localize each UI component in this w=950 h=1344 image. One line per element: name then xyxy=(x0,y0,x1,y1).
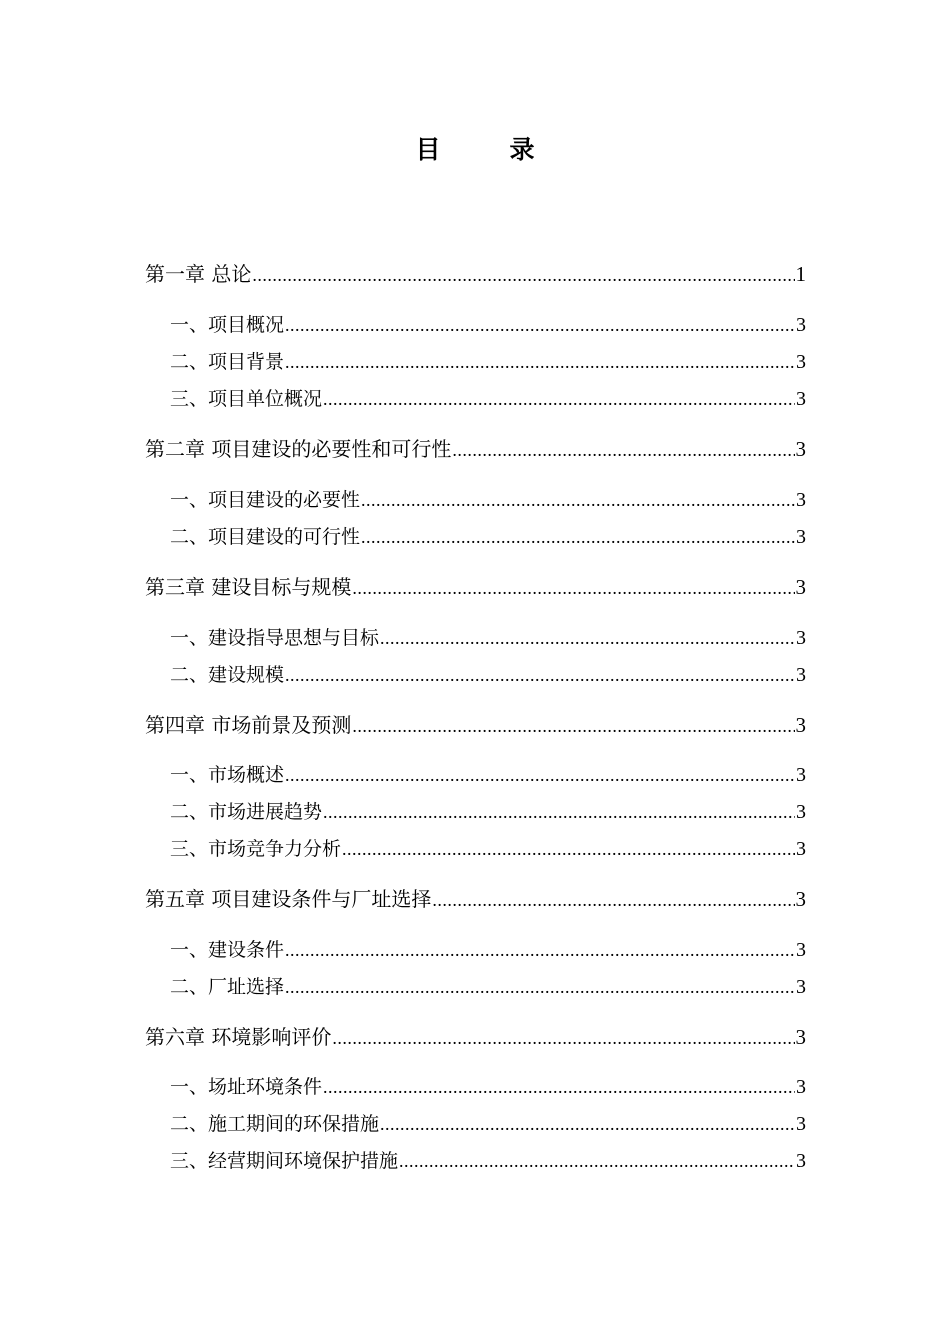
toc-page-number: 3 xyxy=(796,388,806,410)
toc-entry-label: 第四章 市场前景及预测 xyxy=(145,713,352,737)
toc-page-number: 3 xyxy=(796,351,806,373)
toc-section-entry[interactable] xyxy=(170,659,806,691)
toc-dot-leader xyxy=(285,659,795,691)
toc-section-entry[interactable] xyxy=(170,833,806,865)
toc-section-entry[interactable] xyxy=(170,934,806,966)
toc-chapter-entry[interactable] xyxy=(145,433,806,465)
toc-page-number: 3 xyxy=(796,1113,806,1135)
toc-entry-label: 二、建设规模 xyxy=(170,664,285,686)
toc-section-entry[interactable] xyxy=(170,383,806,415)
toc-page-number: 3 xyxy=(796,489,806,511)
toc-entry-label: 三、经营期间环境保护措施 xyxy=(170,1150,399,1172)
toc-section-entry[interactable] xyxy=(170,796,806,828)
toc-page-number: 3 xyxy=(795,713,806,737)
toc-section-entry[interactable] xyxy=(170,759,806,791)
toc-section-entry[interactable] xyxy=(170,622,806,654)
toc-page-number: 3 xyxy=(795,575,806,599)
toc-dot-leader xyxy=(323,1071,795,1103)
toc-entry-label: 第五章 项目建设条件与厂址选择 xyxy=(145,887,432,911)
toc-page-number: 1 xyxy=(795,262,806,286)
toc-dot-leader xyxy=(399,1145,795,1177)
toc-entry-label: 二、项目背景 xyxy=(170,351,285,373)
toc-section-entry[interactable] xyxy=(170,484,806,516)
toc-section-entry[interactable] xyxy=(170,971,806,1003)
toc-dot-leader xyxy=(432,884,794,916)
toc-dot-leader xyxy=(323,796,795,828)
toc-dot-leader xyxy=(361,521,795,553)
toc-dot-leader xyxy=(252,259,794,291)
toc-dot-leader xyxy=(361,484,795,516)
toc-dot-leader xyxy=(285,309,795,341)
toc-entry-label: 二、项目建设的可行性 xyxy=(170,526,361,548)
toc-entry-label: 三、项目单位概况 xyxy=(170,388,323,410)
toc-entry-label: 一、项目概况 xyxy=(170,314,285,336)
toc-section-entry[interactable] xyxy=(170,1071,806,1103)
toc-page-number: 3 xyxy=(796,526,806,548)
toc-entry-label: 第一章 总论 xyxy=(145,262,252,286)
toc-section-entry[interactable] xyxy=(170,1145,806,1177)
toc-page-number: 3 xyxy=(796,1150,806,1172)
toc-page-number: 3 xyxy=(796,627,806,649)
toc-dot-leader xyxy=(285,934,795,966)
page-title: 目 录 xyxy=(415,135,557,164)
toc-chapter-entry[interactable] xyxy=(145,258,806,290)
toc-chapter-entry[interactable] xyxy=(145,1021,806,1053)
toc-page-number: 3 xyxy=(796,838,806,860)
toc-entry-label: 二、施工期间的环保措施 xyxy=(170,1113,380,1135)
toc-page-number: 3 xyxy=(796,664,806,686)
toc-page-number: 3 xyxy=(795,437,806,461)
toc-chapter-entry[interactable] xyxy=(145,571,806,603)
toc-section-entry[interactable] xyxy=(170,1108,806,1140)
toc-page-number: 3 xyxy=(796,801,806,823)
toc-page-number: 3 xyxy=(795,1025,806,1049)
toc-entry-label: 三、市场竞争力分析 xyxy=(170,838,342,860)
toc-entry-label: 一、建设指导思想与目标 xyxy=(170,627,380,649)
toc-page-number: 3 xyxy=(796,939,806,961)
toc-entry-label: 一、项目建设的必要性 xyxy=(170,489,361,511)
toc-entry-label: 一、建设条件 xyxy=(170,939,285,961)
toc-section-entry[interactable] xyxy=(170,346,806,378)
toc-page-number: 3 xyxy=(796,314,806,336)
toc-page-number: 3 xyxy=(796,1076,806,1098)
toc-entry-label: 一、市场概述 xyxy=(170,764,285,786)
toc-chapter-entry[interactable] xyxy=(145,709,806,741)
toc-dot-leader xyxy=(380,622,795,654)
toc-page-number: 3 xyxy=(795,887,806,911)
toc-entry-label: 一、场址环境条件 xyxy=(170,1076,323,1098)
toc-dot-leader xyxy=(352,572,794,604)
toc-page-number: 3 xyxy=(796,976,806,998)
toc-dot-leader xyxy=(285,971,795,1003)
toc-entry-label: 二、厂址选择 xyxy=(170,976,285,998)
toc-dot-leader xyxy=(452,434,794,466)
toc-dot-leader xyxy=(285,759,795,791)
toc-entry-label: 第六章 环境影响评价 xyxy=(145,1025,332,1049)
toc-dot-leader xyxy=(352,710,794,742)
toc-chapter-entry[interactable] xyxy=(145,883,806,915)
toc-page-number: 3 xyxy=(796,764,806,786)
toc-dot-leader xyxy=(342,833,795,865)
toc-dot-leader xyxy=(285,346,795,378)
toc-section-entry[interactable] xyxy=(170,521,806,553)
toc-dot-leader xyxy=(332,1022,794,1054)
toc-entry-label: 第三章 建设目标与规模 xyxy=(145,575,352,599)
toc-dot-leader xyxy=(380,1108,795,1140)
toc-entry-label: 第二章 项目建设的必要性和可行性 xyxy=(145,437,452,461)
toc-dot-leader xyxy=(323,383,795,415)
toc-entry-label: 二、市场进展趋势 xyxy=(170,801,323,823)
toc-section-entry[interactable] xyxy=(170,309,806,341)
